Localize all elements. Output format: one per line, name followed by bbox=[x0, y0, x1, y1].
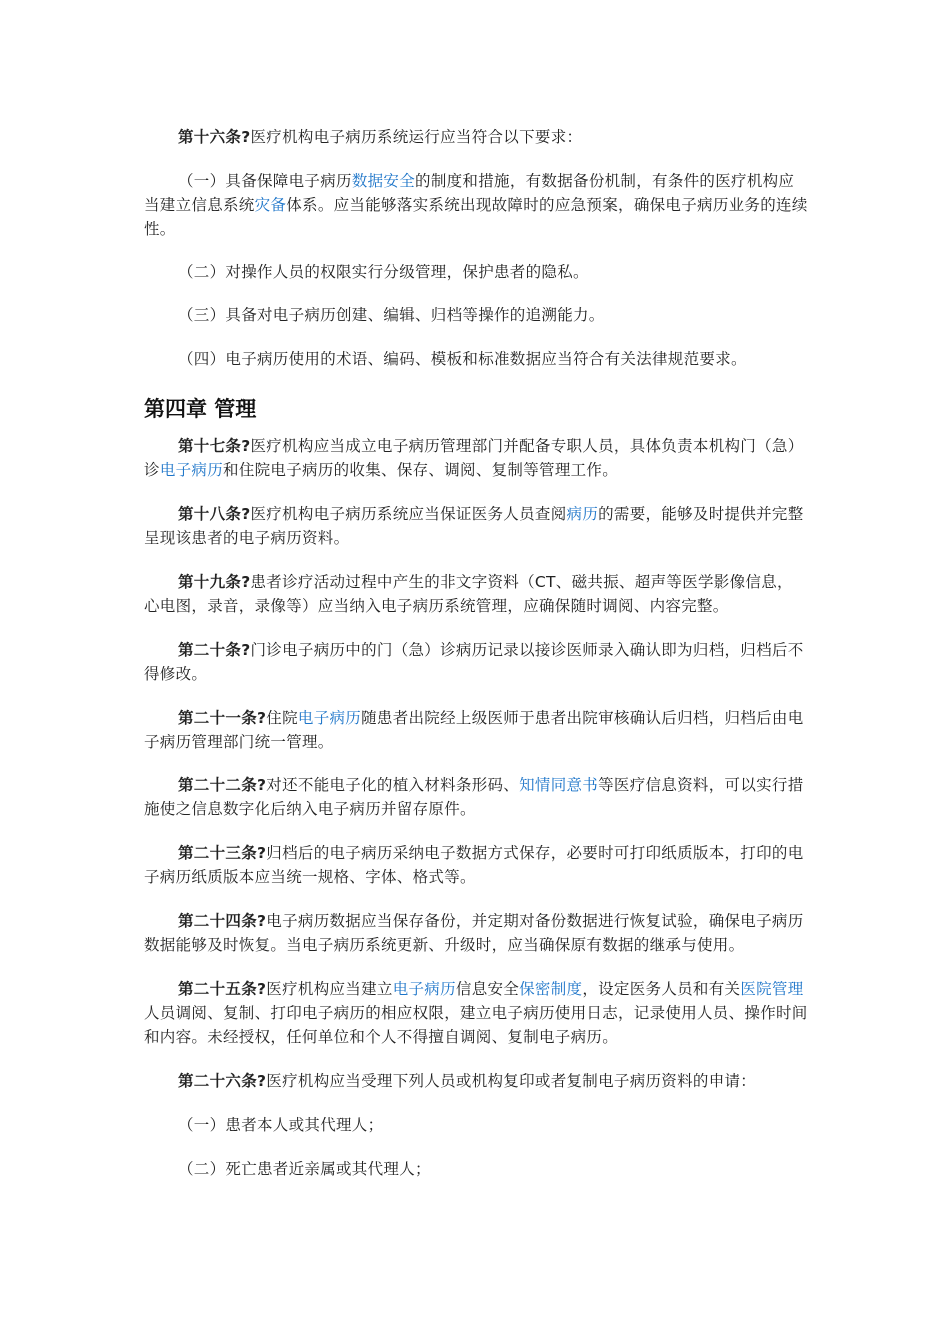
article-number: 第二十五条? bbox=[178, 980, 267, 998]
link-disaster-recovery[interactable]: 灾备 bbox=[254, 196, 287, 214]
link-informed-consent[interactable]: 知情同意书 bbox=[519, 776, 599, 794]
article-16-item-1: （一）具备保障电子病历数据安全的制度和措施，有数据备份机制，有条件的医疗机构应当建立信息系统灾备体系。应当能够落实系统出现故障时的应急预案，确保电子病历业务的连续性。 bbox=[144, 172, 808, 238]
article-number: 第十六条? bbox=[178, 128, 251, 146]
link-confidentiality-policy[interactable]: 保密制度 bbox=[519, 980, 583, 998]
article-number: 第二十二条? bbox=[178, 776, 267, 794]
article-24: 第二十四条?电子病历数据应当保存备份，并定期对备份数据进行恢复试验，确保电子病历数据能够及时恢复。当电子病历系统更新、升级时，应当确保原有数据的继承与使用。 bbox=[144, 912, 804, 954]
article-16-item-2: （二）对操作人员的权限实行分级管理，保护患者的隐私。 bbox=[178, 263, 589, 281]
article-23: 第二十三条?归档后的电子病历采纳电子数据方式保存，必要时可打印纸质版本，打印的电子病历纸质版本应当统一规格、字体、格式等。 bbox=[144, 844, 804, 886]
article-17: 第十七条?医疗机构应当成立电子病历管理部门并配备专职人员，具体负责本机构门（急）诊电子病历和住院电子病历的收集、保存、调阅、复制等管理工作。 bbox=[144, 437, 804, 479]
article-number: 第二十三条? bbox=[178, 844, 267, 862]
article-22: 第二十二条?对还不能电子化的植入材料条形码、知情同意书等医疗信息资料，可以实行措施使之信息数字化后纳入电子病历并留存原件。 bbox=[144, 776, 804, 818]
article-number: 第二十条? bbox=[178, 641, 251, 659]
article-number: 第二十四条? bbox=[178, 912, 267, 930]
link-emr[interactable]: 电子病历 bbox=[297, 709, 362, 727]
link-hospital-management[interactable]: 医院管理 bbox=[740, 980, 804, 998]
article-20: 第二十条?门诊电子病历中的门（急）诊病历记录以接诊医师录入确认即为归档，归档后不得修改。 bbox=[144, 641, 804, 683]
article-18: 第十八条?医疗机构电子病历系统应当保证医务人员查阅病历的需要，能够及时提供并完整呈现该患者的电子病历资料。 bbox=[144, 505, 804, 547]
link-emr[interactable]: 电子病历 bbox=[392, 980, 456, 998]
article-19: 第十九条?患者诊疗活动过程中产生的非文字资料（CT、磁共振、超声等医学影像信息，心电图，录音，录像等）应当纳入电子病历系统管理，应确保随时调阅、内容完整。 bbox=[144, 573, 793, 615]
article-number: 第十七条? bbox=[178, 437, 251, 455]
link-emr[interactable]: 电子病历 bbox=[159, 461, 224, 479]
article-21: 第二十一条?住院电子病历随患者出院经上级医师于患者出院审核确认后归档，归档后由电子病历管理部门统一管理。 bbox=[144, 709, 804, 751]
chapter-heading: 第四章 管理 bbox=[144, 397, 257, 421]
link-data-security[interactable]: 数据安全 bbox=[351, 172, 416, 190]
article-26: 第二十六条?医疗机构应当受理下列人员或机构复印或者复制电子病历资料的申请： bbox=[178, 1072, 757, 1090]
article-16-item-3: （三）具备对电子病历创建、编辑、归档等操作的追溯能力。 bbox=[178, 306, 605, 324]
article-26-item-1: （一）患者本人或其代理人； bbox=[178, 1116, 384, 1134]
article-16: 第十六条?医疗机构电子病历系统运行应当符合以下要求： bbox=[178, 128, 583, 146]
article-26-item-2: （二）死亡患者近亲属或其代理人； bbox=[178, 1160, 431, 1178]
article-16-item-4: （四）电子病历使用的术语、编码、模板和标准数据应当符合有关法律规范要求。 bbox=[178, 350, 747, 368]
link-medical-record[interactable]: 病历 bbox=[566, 505, 599, 523]
article-25: 第二十五条?医疗机构应当建立电子病历信息安全保密制度，设定医务人员和有关医院管理人员调阅、复制、打印电子病历的相应权限，建立电子病历使用日志，记录使用人员、操作时间和内容。未经授权，任何单位和个人不得擅自调阅、复制电子病历。 bbox=[144, 980, 808, 1046]
article-number: 第二十一条? bbox=[178, 709, 267, 727]
article-number: 第十九条? bbox=[178, 573, 251, 591]
article-number: 第二十六条? bbox=[178, 1072, 267, 1090]
article-number: 第十八条? bbox=[178, 505, 251, 523]
